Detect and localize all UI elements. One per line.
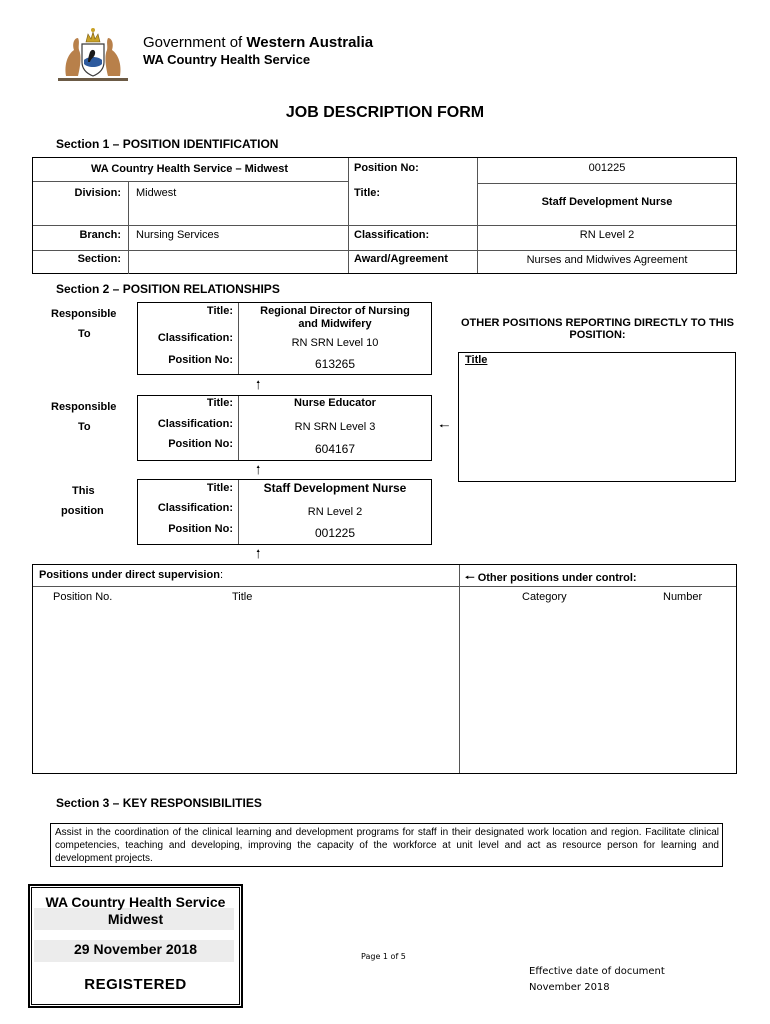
box2-title-value: Nurse Educator [294, 397, 376, 409]
page-number: Page 1 of 5 [361, 952, 406, 961]
award-value: Nurses and Midwives Agreement [526, 254, 688, 266]
stamp-date: 29 November 2018 [74, 941, 197, 957]
up-arrow-icon-1: 🠑 [256, 378, 261, 392]
title-value: Staff Development Nurse [541, 196, 673, 208]
supervision-table [32, 564, 737, 774]
up-arrow-icon-3: 🠑 [256, 547, 261, 561]
stamp-line2: Midwest [107, 911, 164, 927]
classification-value: RN Level 2 [579, 229, 635, 241]
section2-heading: Section 2 – POSITION RELATIONSHIPS [56, 282, 280, 296]
page-title: JOB DESCRIPTION FORM [285, 104, 485, 121]
division-value: Midwest [136, 187, 177, 199]
responsible-label-2: Responsible [51, 401, 117, 413]
stamp-status: REGISTERED [84, 976, 187, 993]
col-position-no: Position No. [53, 591, 113, 603]
to-label-1: To [78, 328, 91, 340]
other-control-heading: 🠐 Other positions under control: [465, 572, 637, 584]
division-label: Division: [74, 187, 121, 199]
other-positions-heading: OTHER POSITIONS REPORTING DIRECTLY TO THIS POSITION: [461, 317, 734, 341]
box1-classification-label: Classification: [157, 332, 233, 344]
box1-position-no-value: 613265 [314, 357, 356, 371]
position-no-label: Position No: [354, 162, 419, 174]
this-label: This [72, 485, 95, 497]
col-category: Category [522, 591, 567, 603]
branch-label: Branch: [79, 229, 121, 241]
other-positions-box [458, 352, 736, 482]
effective-date-value: November 2018 [529, 982, 610, 993]
section-label: Section: [77, 253, 121, 265]
box3-title-value: Staff Development Nurse [263, 481, 407, 495]
box3-classification-value: RN Level 2 [307, 506, 363, 518]
box3-position-no-label: Position No: [168, 523, 233, 535]
stamp-line1: WA Country Health Service [45, 894, 226, 910]
title-label: Title: [354, 187, 381, 199]
other-positions-title-col: Title [465, 354, 488, 366]
direct-supervision-heading: Positions under direct supervision: [39, 569, 223, 581]
left-arrow-icon-2: 🠐 [465, 572, 475, 584]
box2-position-no-value: 604167 [314, 442, 356, 456]
branch-value: Nursing Services [136, 229, 220, 241]
government-title: Government of Western Australia [143, 34, 374, 51]
box1-position-no-label: Position No: [168, 354, 233, 366]
position-label: position [61, 505, 104, 517]
col-title: Title [232, 591, 253, 603]
box3-classification-label: Classification: [157, 502, 233, 514]
key-responsibilities-text: Assist in the coordination of the clinical learning and development programs for staff in their designated work location and region. Facilitate clinical competencies, teaching and developing, improving the capacity of the workforce at unit level and act as resource person for learning and development projects. [55, 827, 719, 864]
left-arrow-icon-1: 🠐 [439, 419, 450, 433]
box3-title-label: Title: [206, 482, 233, 494]
crest-logo [58, 24, 128, 84]
to-label-2: To [78, 421, 91, 433]
up-arrow-icon-2: 🠑 [256, 463, 261, 477]
box2-classification-label: Classification: [157, 418, 233, 430]
box1-title-label: Title: [206, 305, 233, 317]
classification-label: Classification: [354, 229, 430, 241]
box3-position-no-value: 001225 [314, 526, 356, 540]
responsible-label-1: Responsible [51, 308, 117, 320]
box2-position-no-label: Position No: [168, 438, 233, 450]
col-number: Number [663, 591, 703, 603]
effective-date-label: Effective date of document [529, 966, 665, 977]
box2-title-label: Title: [206, 397, 233, 409]
section1-heading: Section 1 – POSITION IDENTIFICATION [56, 137, 279, 151]
section3-heading: Section 3 – KEY RESPONSIBILITIES [56, 796, 262, 810]
box2-classification-value: RN SRN Level 3 [294, 421, 376, 433]
service-title: WA Country Health Service [143, 52, 311, 67]
organisation-cell: WA Country Health Service – Midwest [90, 163, 289, 175]
award-label: Award/Agreement [354, 253, 448, 265]
position-no-value: 001225 [588, 162, 626, 174]
box1-title-value: Regional Director of Nursing and Midwifery [260, 305, 410, 330]
box1-classification-value: RN SRN Level 10 [291, 337, 379, 349]
